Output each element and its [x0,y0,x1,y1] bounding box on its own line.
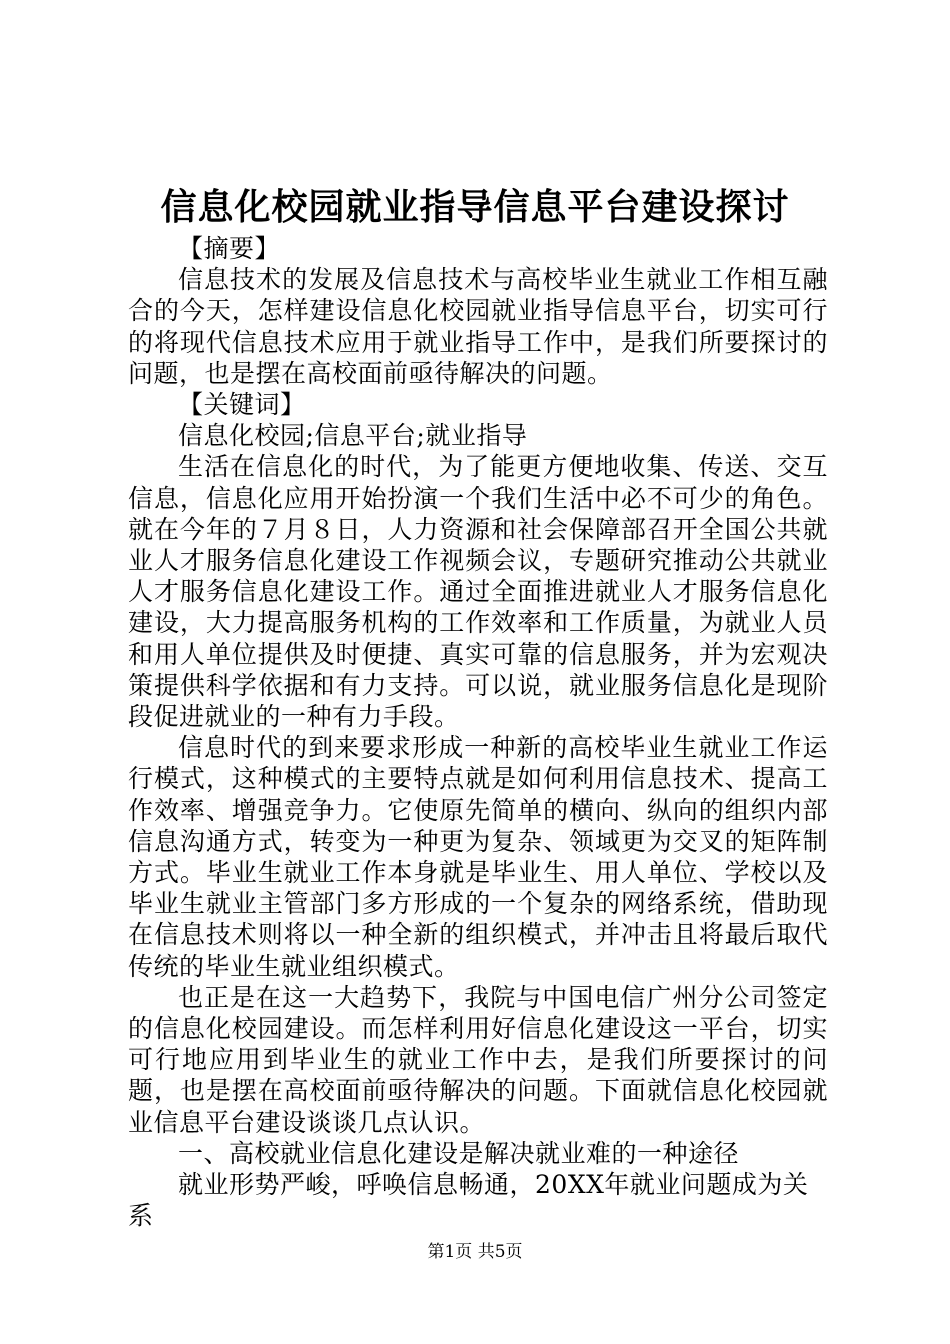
keywords-heading: 【关键词】 [178,390,306,420]
page-footer: 第1页 共5页 [427,1242,523,1262]
body-paragraph: 生活在信息化的时代，为了能更方便地收集、传送、交互信息，信息化应用开始扮演一个我们生活中必不可少的角色。就在今年的７月８日，人力资源和社会保障部召开全国公共就业人才服务信息化建设工作视频会议，专题研究推动公共就业人才服务信息化建设工作。通过全面推进就业人才服务信息化建设，大力提高服务机构的工作效率和工作质量，为就业人员和用人单位提供及时便捷、真实可靠的信息服务，并为宏观决策提供科学依据和有力支持。可以说，就业服务信息化是现阶段促进就业的一种有力手段。 [128,452,828,732]
document-body [128,233,828,1232]
body-paragraph: 信息时代的到来要求形成一种新的高校毕业生就业工作运行模式，这种模式的主要特点就是如何利用信息技术、提高工作效率、增强竞争力。它使原先简单的横向、纵向的组织内部信息沟通方式，转变为一种更为复杂、领域更为交叉的矩阵制方式。毕业生就业工作本身就是毕业生、用人单位、学校以及毕业生就业主管部门多方形成的一个复杂的网络系统，借助现在信息技术则将以一种全新的组织模式，并冲击且将最后取代传统的毕业生就业组织模式。 [128,733,828,981]
document-title: 信息化校园就业指导信息平台建设探讨 [160,186,790,228]
keywords-paragraph: 信息化校园;信息平台;就业指导 [178,421,528,451]
body-paragraph: 也正是在这一大趋势下，我院与中国电信广州分公司签定的信息化校园建设。而怎样利用好信息化建设这一平台，切实可行地应用到毕业生的就业工作中去，是我们所要探讨的问题，也是摆在高校面前亟待解决的问题。下面就信息化校园就业信息平台建设谈谈几点认识。 [128,982,828,1137]
abstract-paragraph: 信息技术的发展及信息技术与高校毕业生就业工作相互融合的今天，怎样建设信息化校园就业指导信息平台，切实可行的将现代信息技术应用于就业指导工作中，是我们所要探讨的问题，也是摆在高校面前亟待解决的问题。 [128,265,828,388]
abstract-heading: 【摘要】 [178,234,281,263]
section-heading: 一、高校就业信息化建设是解决就业难的一种途径 [178,1138,740,1168]
body-paragraph: 就业形势严峻，呼唤信息畅通，20XX年就业问题成为关系 [128,1170,809,1231]
